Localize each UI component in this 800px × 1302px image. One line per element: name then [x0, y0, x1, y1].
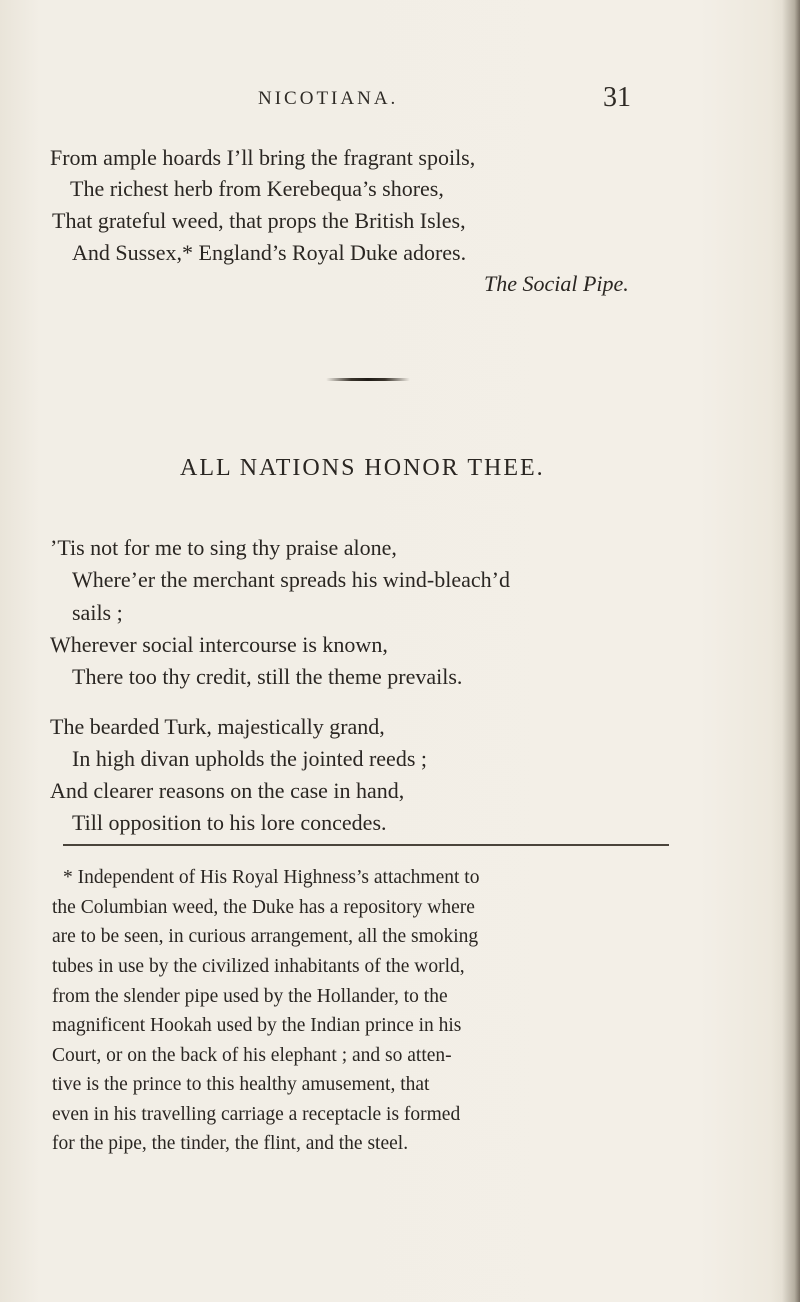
footnote-line: the Columbian weed, the Duke has a repository where — [52, 897, 475, 918]
verse-line: And Sussex,* England’s Royal Duke adores. — [72, 240, 467, 265]
footnote-line: * Independent of His Royal Highness’s attachment to — [63, 867, 480, 888]
verse-line: That grateful weed, that props the British Isles, — [52, 208, 466, 233]
footnote-line: for the pipe, the tinder, the flint, and the steel. — [52, 1133, 409, 1154]
page-number: 31 — [603, 82, 631, 113]
page-edge-shadow — [782, 0, 800, 1302]
verse-line: In high divan upholds the jointed reeds ; — [72, 746, 427, 771]
footnote-line: tubes in use by the civilized inhabitants of the world, — [52, 956, 465, 977]
verse-line: There too thy credit, still the theme prevails. — [72, 664, 463, 689]
verse-line: ’Tis not for me to sing thy praise alone, — [50, 535, 397, 560]
verse-line: Wherever social intercourse is known, — [50, 632, 388, 657]
footnote-line: magnificent Hookah used by the Indian prince in his — [52, 1015, 462, 1036]
verse-line: Where’er the merchant spreads his wind-bleach’d — [72, 567, 510, 592]
verse-line: From ample hoards I’ll bring the fragrant spoils, — [50, 145, 476, 170]
attribution: The Social Pipe. — [484, 271, 629, 296]
ornamental-rule — [326, 378, 410, 381]
running-title: NICOTIANA. — [258, 88, 399, 109]
footnote-line: tive is the prince to this healthy amusement, that — [52, 1074, 430, 1095]
verse-line: The richest herb from Kerebequa’s shores, — [70, 176, 444, 201]
verse-line: The bearded Turk, majestically grand, — [50, 714, 385, 739]
verse-line: sails ; — [72, 600, 123, 625]
footnote-line: even in his travelling carriage a receptacle is formed — [52, 1104, 461, 1125]
section-heading: ALL NATIONS HONOR THEE. — [180, 455, 545, 481]
footnote-rule — [63, 844, 669, 846]
verse-line: Till opposition to his lore concedes. — [72, 810, 387, 835]
page-header — [0, 82, 800, 118]
footnote-line: Court, or on the back of his elephant ; and so atten- — [52, 1045, 452, 1066]
footnote-line: from the slender pipe used by the Hollander, to the — [52, 986, 448, 1007]
footnote-line: are to be seen, in curious arrangement, all the smoking — [52, 926, 479, 947]
verse-line: And clearer reasons on the case in hand, — [50, 778, 405, 803]
